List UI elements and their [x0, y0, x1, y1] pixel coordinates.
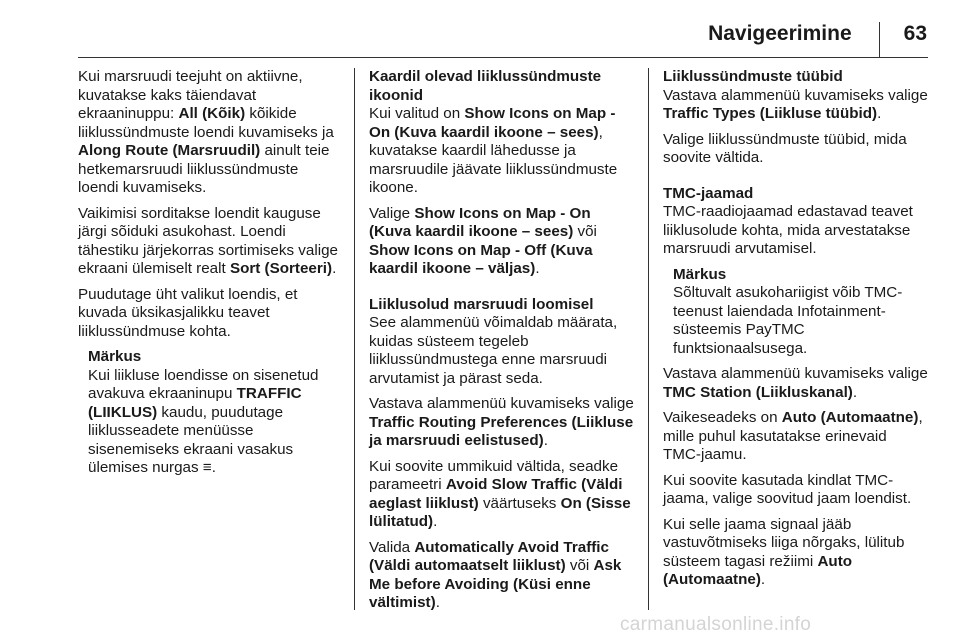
- section-heading: Liiklusolud marsruudi loomisel: [369, 295, 594, 313]
- paragraph: Valida Automatically Avoid Traffic (Väldi automaatselt liiklust) või Ask Me before Avoiding (Küsi enne vältimist).: [369, 538, 622, 611]
- section-heading: Kaardil olevad liiklussündmuste ikoonid: [369, 68, 602, 104]
- note-text: Kui liikluse loendisse on sisenetud avakuva ekraaninupu TRAFFIC (LIIKLUS) kaudu, puudutage liiklusseadete menüüsse sisenemiseks ekraani vasakus ülemises nurgas ≡.: [88, 366, 319, 476]
- paragraph: Vastava alammenüü kuvamiseks valige Traffic Routing Preferences (Liikluse ja marsruudi eelistused).: [369, 395, 634, 449]
- section-heading: Liiklussündmuste tüübid: [663, 68, 843, 85]
- paragraph: Vaikeseadeks on Auto (Automaatne), mille puhul kasutatakse erinevaid TMC-jaamu.: [663, 409, 923, 463]
- page-title: Navigeerimine: [708, 22, 852, 45]
- page-number: 63: [903, 22, 927, 45]
- note-title: Märkus: [88, 348, 142, 365]
- watermark: carmanualsonline.info: [620, 614, 812, 635]
- paragraph: Kui marsruudi teejuht on aktiivne, kuvatakse kaks täiendavat ekraaninuppu: All (Kõik) kõikide liiklussündmuste loendi kuvamiseks ja Along Route (Marsruudil) ainult teie hetkemarsruudi liiklussündmuste loendi kuvamiseks.: [78, 68, 334, 196]
- column-3: [663, 68, 928, 597]
- menu-icon: ≡: [202, 459, 212, 476]
- note-text: Sõltuvalt asukohariigist võib TMC-teenust laiendada Infotainment-süsteemis PayTMC funktsionaalsusega.: [673, 284, 903, 357]
- header-rule: [78, 57, 928, 58]
- column-divider-1: [354, 68, 355, 610]
- paragraph: Valige liiklussündmuste tüübid, mida soovite vältida.: [663, 130, 907, 166]
- column-divider-2: [648, 68, 649, 610]
- paragraph: Valige Show Icons on Map - On (Kuva kaardil ikoone – sees) või Show Icons on Map - Off (Kuva kaardil ikoone – väljas).: [369, 204, 597, 277]
- page-header: [0, 22, 927, 54]
- note-title: Märkus: [673, 265, 727, 283]
- paragraph: TMC-raadiojaamad edastavad teavet liiklusolude kohta, mida arvestatakse marsruudi arvutamisel.: [663, 203, 913, 257]
- paragraph: Vastava alammenüü kuvamiseks valige Traffic Types (Liikluse tüübid).: [663, 86, 928, 122]
- paragraph: Vaikimisi sorditakse loendit kauguse järgi sõiduki asukohast. Loendi tähestiku järjekorras sortimiseks valige ekraani ülemiselt realt Sort (Sorteeri).: [78, 204, 338, 277]
- note-box: [663, 266, 928, 359]
- note-box: [78, 348, 343, 478]
- column-2: [369, 68, 634, 620]
- paragraph: Vastava alammenüü kuvamiseks valige TMC Station (Liikluskanal).: [663, 365, 928, 401]
- paragraph: See alammenüü võimaldab määrata, kuidas süsteem tegeleb liiklussündmustega enne marsruudi arvutamist ja pärast seda.: [369, 314, 618, 387]
- section-heading: TMC-jaamad: [663, 184, 754, 202]
- paragraph: Kui soovite ummikuid vältida, seadke parameetri Avoid Slow Traffic (Väldi aeglast liiklust) väärtuseks On (Sisse lülitatud).: [369, 457, 631, 530]
- header-divider: [879, 22, 880, 58]
- paragraph: Kui selle jaama signaal jääb vastuvõtmiseks liiga nõrgaks, lülitub süsteem tagasi režiimi Auto (Automaatne).: [663, 515, 905, 588]
- paragraph: Puudutage üht valikut loendis, et kuvada üksikasjalikku teavet liiklussündmuse kohta.: [78, 285, 298, 340]
- paragraph: Kui soovite kasutada kindlat TMC-jaama, valige soovitud jaam loendist.: [663, 471, 912, 507]
- column-1: [78, 68, 343, 478]
- paragraph: Kui valitud on Show Icons on Map - On (Kuva kaardil ikoone – sees), kuvatakse kaardil lähedusse ja marsruudile jäävate liiklussündmuste ikoone.: [369, 105, 618, 196]
